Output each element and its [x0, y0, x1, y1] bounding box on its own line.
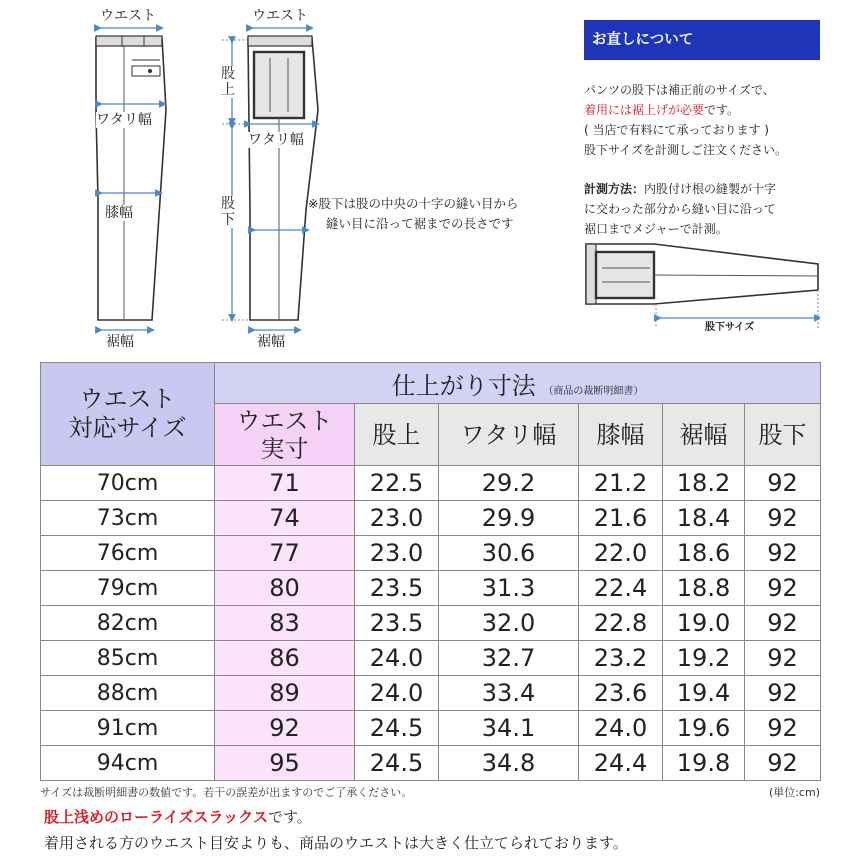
back-hem-label: 裾幅: [257, 334, 285, 350]
cell-knee: 22.4: [579, 571, 663, 606]
cell-inseam: 92: [745, 606, 821, 641]
cell-knee: 22.0: [579, 536, 663, 571]
alteration-info: [584, 20, 820, 239]
table-row: [41, 676, 821, 711]
cell-hem: 18.4: [663, 501, 745, 536]
measure-method: 計測方法：内股付け根の縫製が十字 に交わった部分から縫い目に沿って 裾口までメジャーで計測。: [584, 182, 777, 236]
cell-thigh: 34.8: [439, 746, 579, 781]
waist-size-header: ウエスト 対応サイズ: [41, 363, 215, 466]
hem-required-text: 着用には裾上げが必要: [584, 103, 705, 117]
front-pants-shape: [96, 38, 166, 320]
knee-header: 膝幅: [579, 404, 663, 466]
front-thigh-label: ワタリ幅: [96, 112, 152, 128]
pants-diagram: [0, 0, 570, 360]
cell-size: 70cm: [41, 466, 215, 501]
cell-waist: 92: [215, 711, 355, 746]
cell-rise: 22.5: [355, 466, 439, 501]
cell-hem: 19.2: [663, 641, 745, 676]
cell-inseam: 92: [745, 466, 821, 501]
cell-size: 88cm: [41, 676, 215, 711]
table-row: [41, 571, 821, 606]
alteration-line1: パンツの股下は補正前のサイズで、: [584, 83, 775, 97]
cell-waist: 80: [215, 571, 355, 606]
back-waistband: [248, 36, 312, 46]
cell-thigh: 34.1: [439, 711, 579, 746]
cell-size: 91cm: [41, 711, 215, 746]
back-inseam-label: 股下: [221, 196, 239, 228]
table-row: [41, 501, 821, 536]
cell-inseam: 92: [745, 676, 821, 711]
cell-hem: 19.6: [663, 711, 745, 746]
finished-dimensions-note: （商品の裁断明細書）: [543, 385, 644, 397]
cell-inseam: 92: [745, 536, 821, 571]
cell-waist: 71: [215, 466, 355, 501]
cell-inseam: 92: [745, 746, 821, 781]
cell-thigh: 31.3: [439, 571, 579, 606]
inseam-note-line1: ※股下は股の中央の十字の縫い目から: [308, 196, 519, 211]
cell-inseam: 92: [745, 501, 821, 536]
cell-hem: 19.4: [663, 676, 745, 711]
cell-inseam: 92: [745, 711, 821, 746]
cell-hem: 19.8: [663, 746, 745, 781]
cell-rise: 24.0: [355, 676, 439, 711]
cell-waist: 74: [215, 501, 355, 536]
pants-illustration: [0, 0, 570, 360]
cell-hem: 18.8: [663, 571, 745, 606]
front-waistband: [96, 36, 162, 46]
cell-size: 82cm: [41, 606, 215, 641]
cell-rise: 23.5: [355, 606, 439, 641]
cell-waist: 77: [215, 536, 355, 571]
table-row: [41, 466, 821, 501]
cell-inseam: 92: [745, 571, 821, 606]
cell-knee: 24.0: [579, 711, 663, 746]
cell-knee: 22.8: [579, 606, 663, 641]
cell-thigh: 29.9: [439, 501, 579, 536]
cell-rise: 23.5: [355, 571, 439, 606]
size-footnote: サイズは裁断明細書の数値です。若干の誤差が出ますのでご了承ください。: [40, 786, 413, 799]
cell-waist: 83: [215, 606, 355, 641]
alteration-text: [584, 80, 820, 160]
front-knee-label: 膝幅: [105, 205, 133, 221]
inseam-note-line2: 縫い目に沿って裾までの長さです: [326, 216, 514, 231]
back-crotch-panel: [254, 52, 304, 118]
cell-hem: 18.6: [663, 536, 745, 571]
cell-thigh: 30.6: [439, 536, 579, 571]
unit-label: (単位:cm): [768, 786, 820, 799]
front-waist-label: ウエスト: [100, 8, 156, 24]
inseam-size-label: 股下サイズ: [705, 322, 755, 333]
inseam-header: 股下: [745, 404, 821, 466]
measure-method-label: 計測方法：: [584, 182, 645, 196]
table-row: [41, 641, 821, 676]
cell-size: 79cm: [41, 571, 215, 606]
cell-rise: 24.5: [355, 746, 439, 781]
table-row: [41, 536, 821, 571]
cell-size: 85cm: [41, 641, 215, 676]
cell-size: 94cm: [41, 746, 215, 781]
cell-thigh: 32.0: [439, 606, 579, 641]
alteration-title: お直しについて: [584, 20, 820, 60]
front-hem-label: 裾幅: [106, 334, 134, 350]
cell-inseam: 92: [745, 641, 821, 676]
cell-rise: 24.5: [355, 711, 439, 746]
inseam-measure-illustration: [584, 238, 820, 334]
cell-rise: 23.0: [355, 536, 439, 571]
cell-thigh: 29.2: [439, 466, 579, 501]
cell-knee: 23.2: [579, 641, 663, 676]
cell-waist: 89: [215, 676, 355, 711]
size-rows: [41, 466, 821, 781]
cell-rise: 23.0: [355, 501, 439, 536]
back-thigh-label: ワタリ幅: [248, 132, 304, 148]
waist-actual-header: ウエスト 実寸: [215, 404, 355, 466]
table-row: [41, 606, 821, 641]
thigh-header: ワタリ幅: [439, 404, 579, 466]
rise-header: 股上: [355, 404, 439, 466]
inseam-note: [308, 194, 518, 234]
cell-knee: 21.2: [579, 466, 663, 501]
cell-hem: 18.2: [663, 466, 745, 501]
cell-thigh: 32.7: [439, 641, 579, 676]
alteration-line3: ( 当店で有料にて承っております ): [584, 123, 769, 137]
cell-size: 76cm: [41, 536, 215, 571]
back-waist-label: ウエスト: [252, 8, 308, 24]
waist-fit-notice: 着用される方のウエスト目安よりも、商品のウエストは大きく仕立てられております。: [44, 834, 628, 852]
cell-knee: 23.6: [579, 676, 663, 711]
finished-dimensions-header: 仕上がり寸法 （商品の裁断明細書）: [215, 363, 821, 404]
size-table: [40, 362, 821, 781]
cell-thigh: 33.4: [439, 676, 579, 711]
table-row: [41, 711, 821, 746]
alteration-line4: 股下サイズを計測しご注文ください。: [584, 143, 788, 157]
cell-waist: 95: [215, 746, 355, 781]
cell-knee: 21.6: [579, 501, 663, 536]
cell-size: 73cm: [41, 501, 215, 536]
cell-rise: 24.0: [355, 641, 439, 676]
lowrise-notice: 股上浅めのローライズスラックスです。: [44, 808, 312, 826]
table-row: [41, 746, 821, 781]
hem-header: 裾幅: [663, 404, 745, 466]
cell-knee: 24.4: [579, 746, 663, 781]
back-rise-label: 股上: [221, 66, 239, 98]
alteration-line2: 着用には裾上げが必要です。: [584, 103, 740, 117]
cell-hem: 19.0: [663, 606, 745, 641]
lowrise-highlight: 股上浅めのローライズスラックス: [44, 808, 268, 826]
cell-waist: 86: [215, 641, 355, 676]
